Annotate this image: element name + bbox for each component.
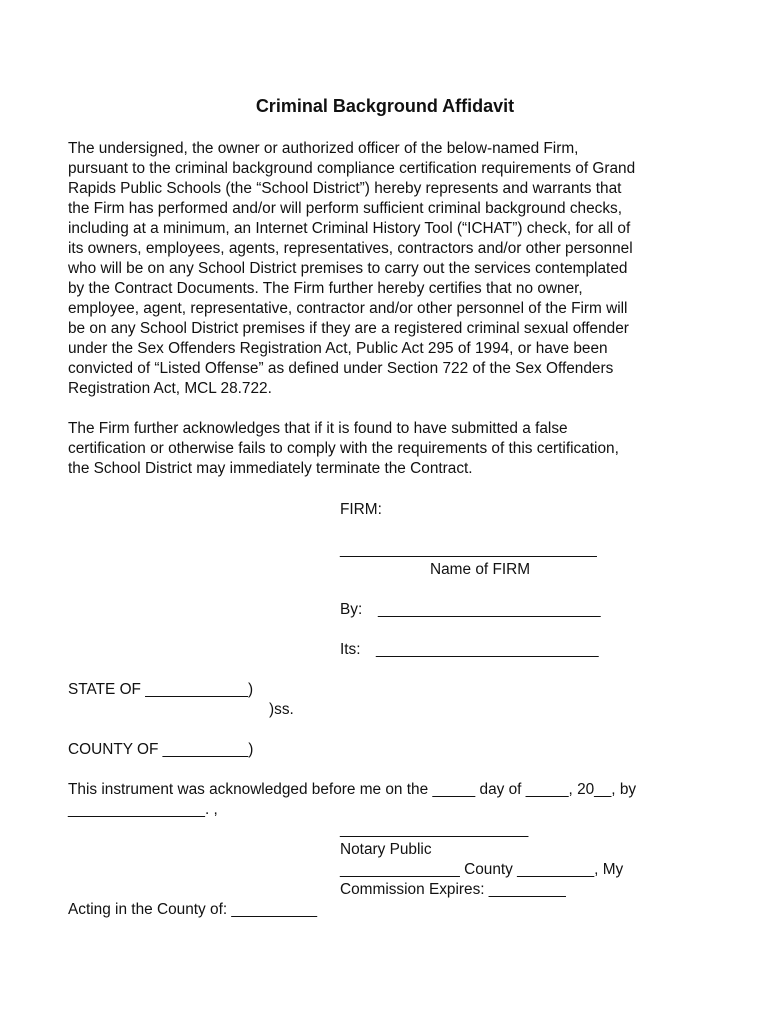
certification-paragraph [68,139,708,399]
state-of-line[interactable]: STATE OF ____________) [68,681,254,698]
paragraph-line: employee, agent, representative, contractor and/or other personnel of the Firm will [68,300,628,317]
paragraph-line: including at a minimum, an Internet Criminal History Tool (“ICHAT”) check, for all of [68,220,631,237]
acknowledgement-line-2[interactable]: ________________. , [68,801,218,818]
ss-marker: )ss. [269,701,294,718]
paragraph-line: The undersigned, the owner or authorized officer of the below-named Firm, [68,140,579,157]
paragraph-line: its owners, employees, agents, representatives, contractors and/or other personnel [68,240,633,257]
paragraph-line: certification or otherwise fails to comply with the requirements of this certification, [68,440,619,457]
paragraph-line: under the Sex Offenders Registration Act, Public Act 295 of 1994, or have been [68,340,608,357]
paragraph-line: who will be on any School District premises to carry out the services contemplated [68,260,628,277]
paragraph-line: the Firm has performed and/or will perform sufficient criminal background checks, [68,200,623,217]
its-title-line[interactable]: __________________________ [376,641,599,658]
by-signature-line[interactable]: __________________________ [378,601,601,618]
document-title: Criminal Background Affidavit [255,96,515,116]
notary-public-label: Notary Public [340,841,432,858]
acting-in-county-line[interactable]: Acting in the County of: __________ [68,901,318,918]
firm-label: FIRM: [340,501,382,518]
paragraph-line: Rapids Public Schools (the “School District”) hereby represents and warrants that [68,180,622,197]
paragraph-line: pursuant to the criminal background compliance certification requirements of Grand [68,160,636,177]
firm-name-line[interactable]: ______________________________ [340,541,597,558]
paragraph-line: by the Contract Documents. The Firm further hereby certifies that no owner, [68,280,583,297]
commission-expires-line[interactable]: Commission Expires: _________ [340,881,566,898]
paragraph-line: convicted of “Listed Offense” as defined under Section 722 of the Sex Offenders [68,360,614,377]
its-label: Its: [340,641,361,658]
acknowledgement-paragraph [68,419,708,479]
firm-name-caption: Name of FIRM [430,561,531,578]
paragraph-line: the School District may immediately terminate the Contract. [68,460,473,477]
acknowledgement-line-1[interactable]: This instrument was acknowledged before me on the _____ day of _____, 20__, by [68,781,637,798]
by-label: By: [340,601,363,618]
paragraph-line: Registration Act, MCL 28.722. [68,380,272,397]
paragraph-line: be on any School District premises if they are a registered criminal sexual offender [68,320,629,337]
county-of-line[interactable]: COUNTY OF __________) [68,741,254,758]
paragraph-line: The Firm further acknowledges that if it is found to have submitted a false [68,420,568,437]
notary-signature-line[interactable]: ______________________ [340,821,529,838]
notary-county-line[interactable]: ______________ County _________, My [340,861,624,878]
